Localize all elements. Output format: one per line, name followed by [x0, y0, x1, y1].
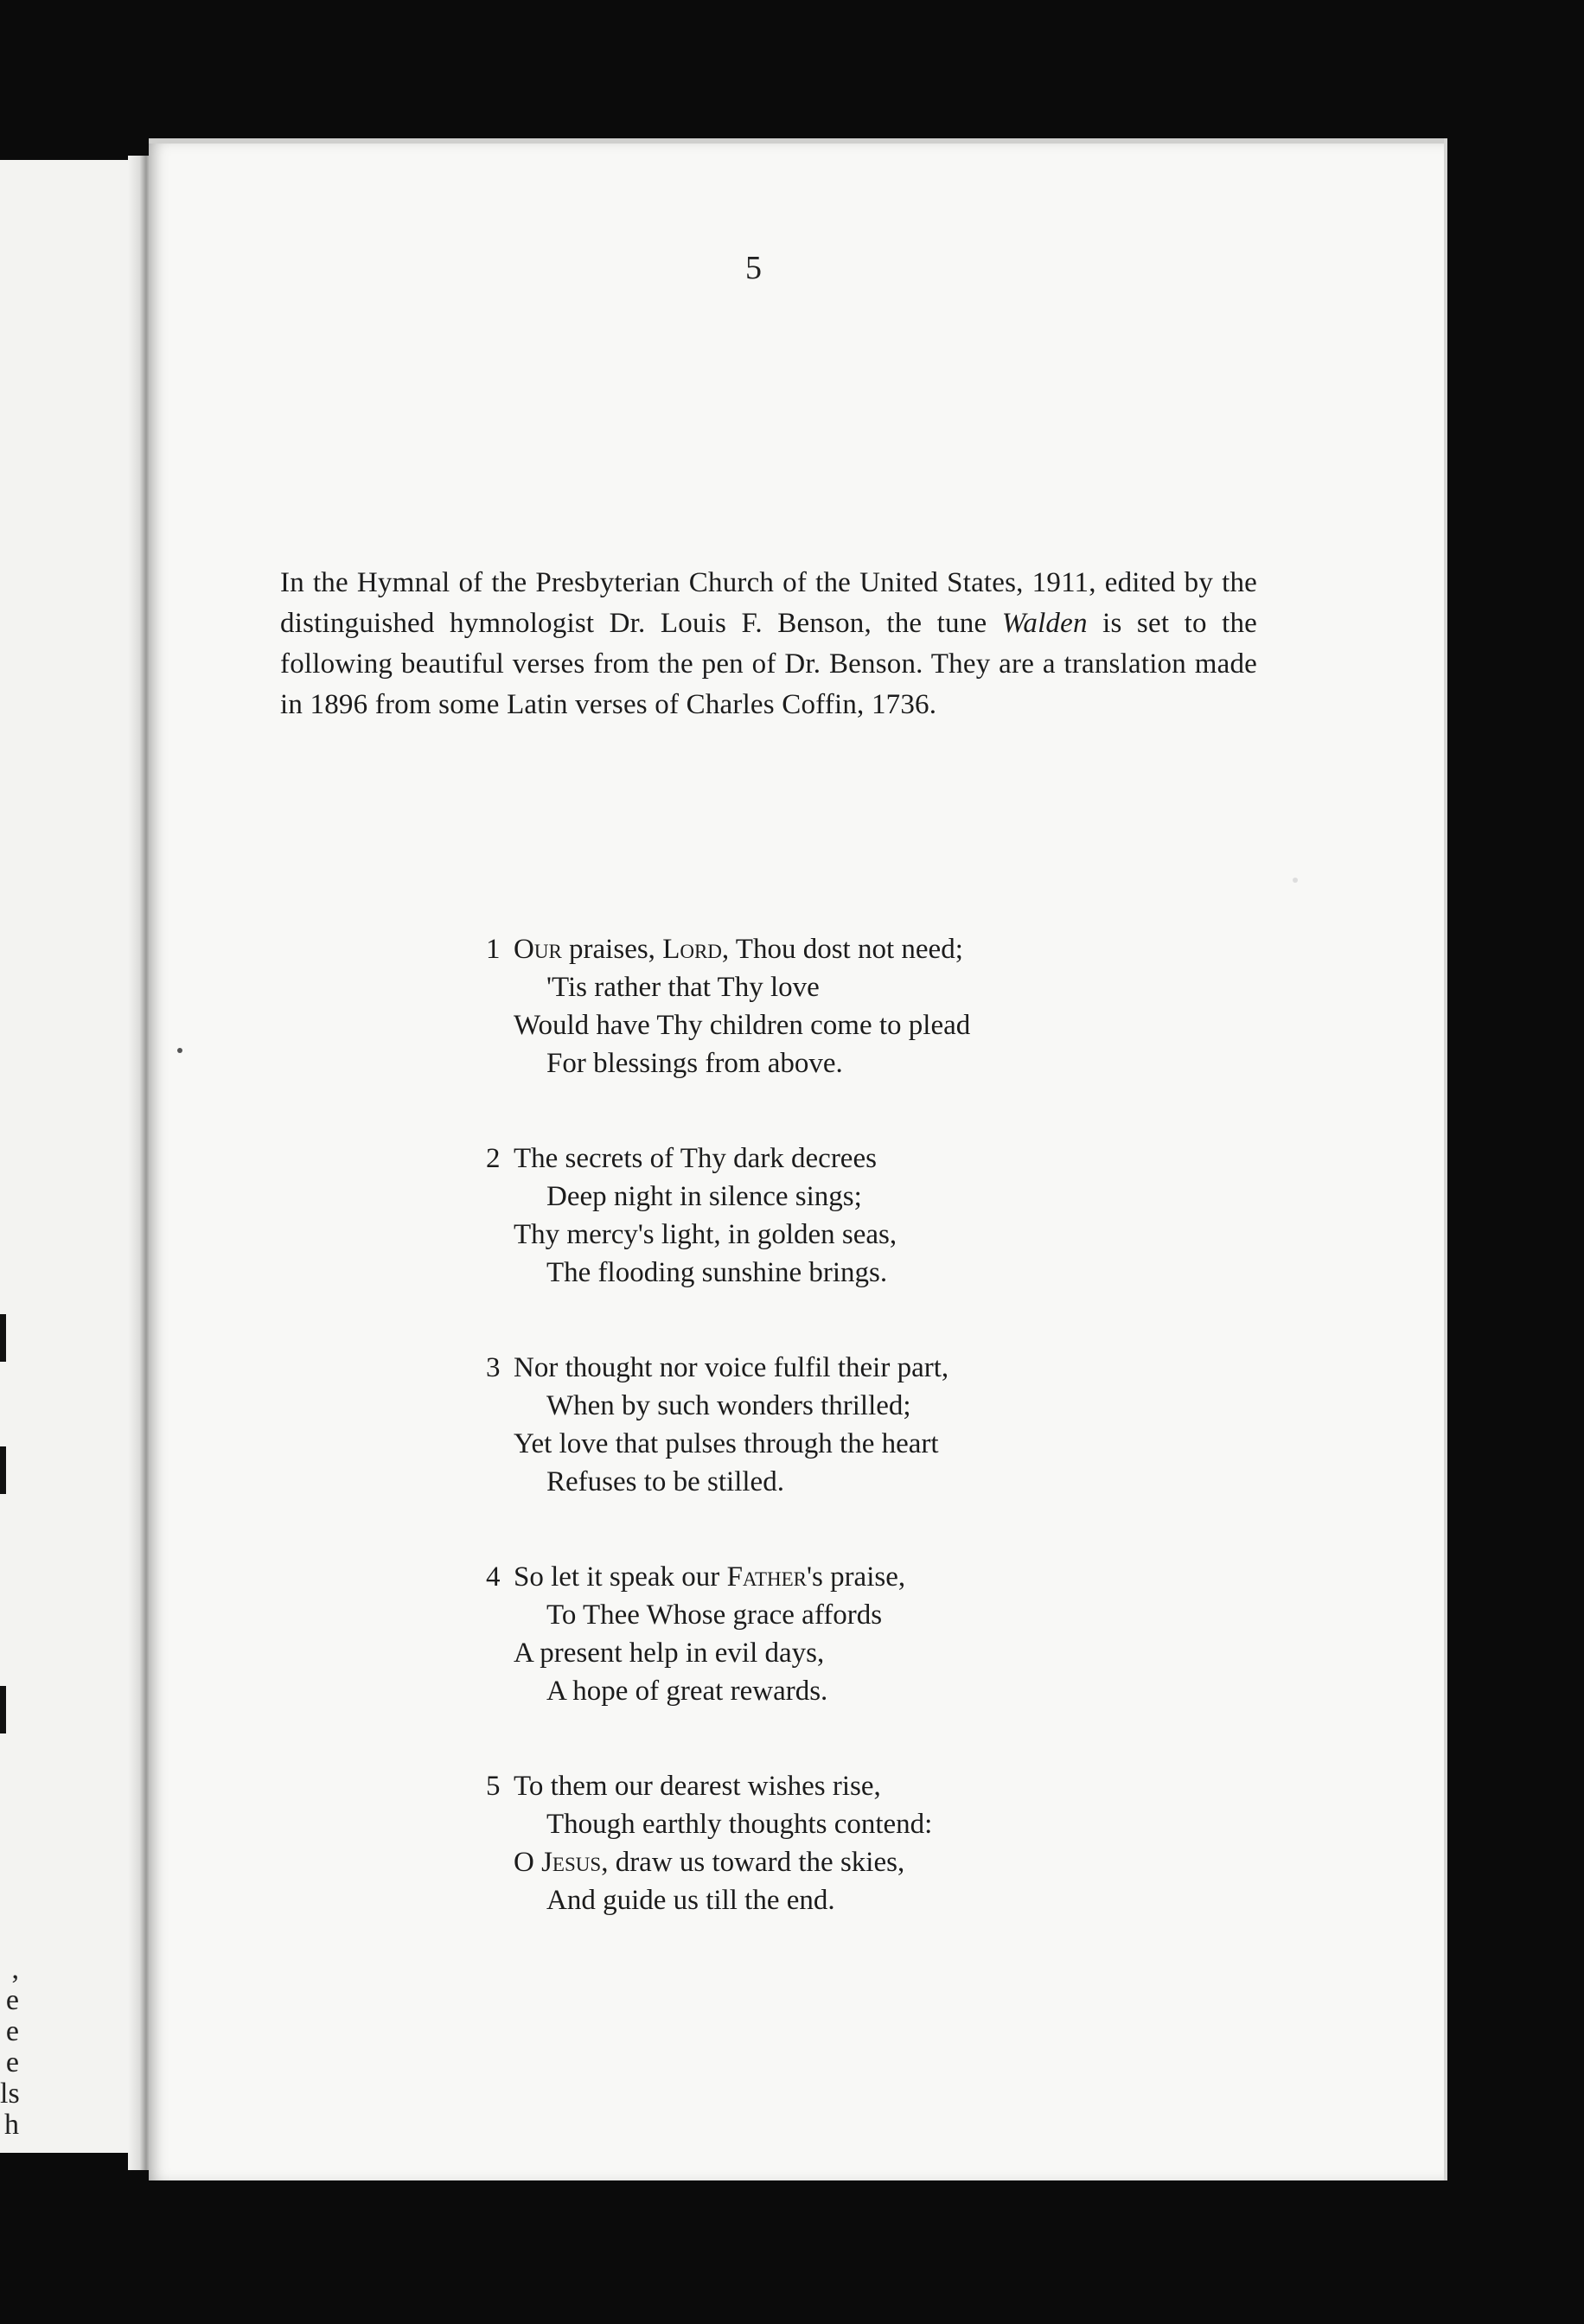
intro-paragraph [280, 563, 1257, 725]
verse-line [486, 1558, 970, 1596]
tune-name: Walden [1001, 608, 1088, 639]
verse-text: praises, [561, 934, 663, 965]
verse-text: Yet love that pulses through the heart [514, 1428, 939, 1459]
left-page-text-fragments [0, 1954, 19, 2141]
verse-line [486, 930, 970, 968]
left-page-rule-mark [0, 1446, 6, 1494]
verse-number: 5 [486, 1771, 501, 1802]
verse-text: 'Tis rather that Thy love [546, 972, 820, 1003]
verse [486, 1767, 970, 1919]
verse-line [486, 1463, 970, 1501]
small-caps-word: Jesus [541, 1847, 602, 1878]
verse-line [486, 1349, 970, 1387]
verse-line [486, 1425, 970, 1463]
verse-line [486, 1006, 970, 1044]
left-fragment: e [5, 1984, 19, 2016]
verse [486, 930, 970, 1082]
verse-text: To Thee Whose grace affords [546, 1599, 883, 1631]
verse-line [486, 1805, 970, 1843]
verse-text: O [514, 1847, 542, 1878]
left-fragment: e [5, 2015, 19, 2047]
verse-number: 4 [486, 1561, 501, 1593]
verse-line [486, 1140, 970, 1178]
verse [486, 1140, 970, 1292]
left-fragment: ls [0, 2078, 20, 2110]
verse-line [486, 968, 970, 1006]
verse-text: Refuses to be stilled. [546, 1466, 784, 1497]
verse-line [486, 1767, 970, 1805]
book-page [149, 138, 1444, 2180]
verse [486, 1349, 970, 1501]
verse [486, 1558, 970, 1710]
verse-text: Nor thought nor voice fulfil their part, [514, 1352, 949, 1383]
verse-line [486, 1672, 970, 1710]
verse-text: For blessings from above. [546, 1048, 843, 1079]
left-fragment: e [5, 2046, 19, 2078]
verse-text: The flooding sunshine brings. [546, 1257, 888, 1288]
verse-text: A hope of great rewards. [546, 1676, 828, 1707]
hymn-verses [486, 930, 970, 1976]
verse-text: , draw us toward the skies, [601, 1847, 905, 1878]
dust-speck [177, 1048, 182, 1053]
verse-text: Deep night in silence sings; [546, 1181, 862, 1212]
dust-speck [1293, 878, 1298, 883]
verse-text: And guide us till the end. [546, 1885, 835, 1916]
left-page-rule-mark [0, 1686, 6, 1733]
page-number: 5 [745, 250, 762, 286]
verse-number: 2 [486, 1143, 501, 1174]
intro-text: In the Hymnal of the Presbyterian Church of the United States, 1911, edited by the distinguished hymnologist Dr. Louis F. Benson, the tune [280, 567, 1257, 639]
verse-text: 's praise, [807, 1561, 906, 1593]
left-fragment: h [4, 2109, 19, 2141]
verse-line [486, 1254, 970, 1292]
verse-line [486, 1387, 970, 1425]
verse-line [486, 1044, 970, 1082]
left-page-rule-mark [0, 1314, 6, 1362]
left-fragment: , [11, 1953, 19, 1985]
verse-line [486, 1216, 970, 1254]
verse-line [486, 1178, 970, 1216]
small-caps-word: Our [514, 934, 562, 965]
verse-line [486, 1634, 970, 1672]
verse-number: 1 [486, 934, 501, 965]
verse-text: , Thou dost not need; [721, 934, 963, 965]
verse-text: Would have Thy children come to plead [514, 1010, 971, 1041]
small-caps-word: Lord [662, 934, 722, 965]
small-caps-word: Father [726, 1561, 808, 1593]
verse-text: So let it speak our [514, 1561, 727, 1593]
verse-line [486, 1881, 970, 1919]
verse-line [486, 1843, 970, 1881]
verse-text: To them our dearest wishes rise, [514, 1771, 881, 1802]
verse-text: The secrets of Thy dark decrees [514, 1143, 877, 1174]
verse-text: When by such wonders thrilled; [546, 1390, 911, 1421]
verse-number: 3 [486, 1352, 501, 1383]
verse-text: Though earthly thoughts contend: [546, 1809, 933, 1840]
verse-text: A present help in evil days, [514, 1638, 825, 1669]
verse-text: Thy mercy's light, in golden seas, [514, 1219, 897, 1250]
verse-line [486, 1596, 970, 1634]
intro-text: is set to the following beautiful verses from the pen of Dr. Benson. They are a translation made in 1896 from some Latin verses of Charles Coffin, 1736. [280, 608, 1257, 720]
